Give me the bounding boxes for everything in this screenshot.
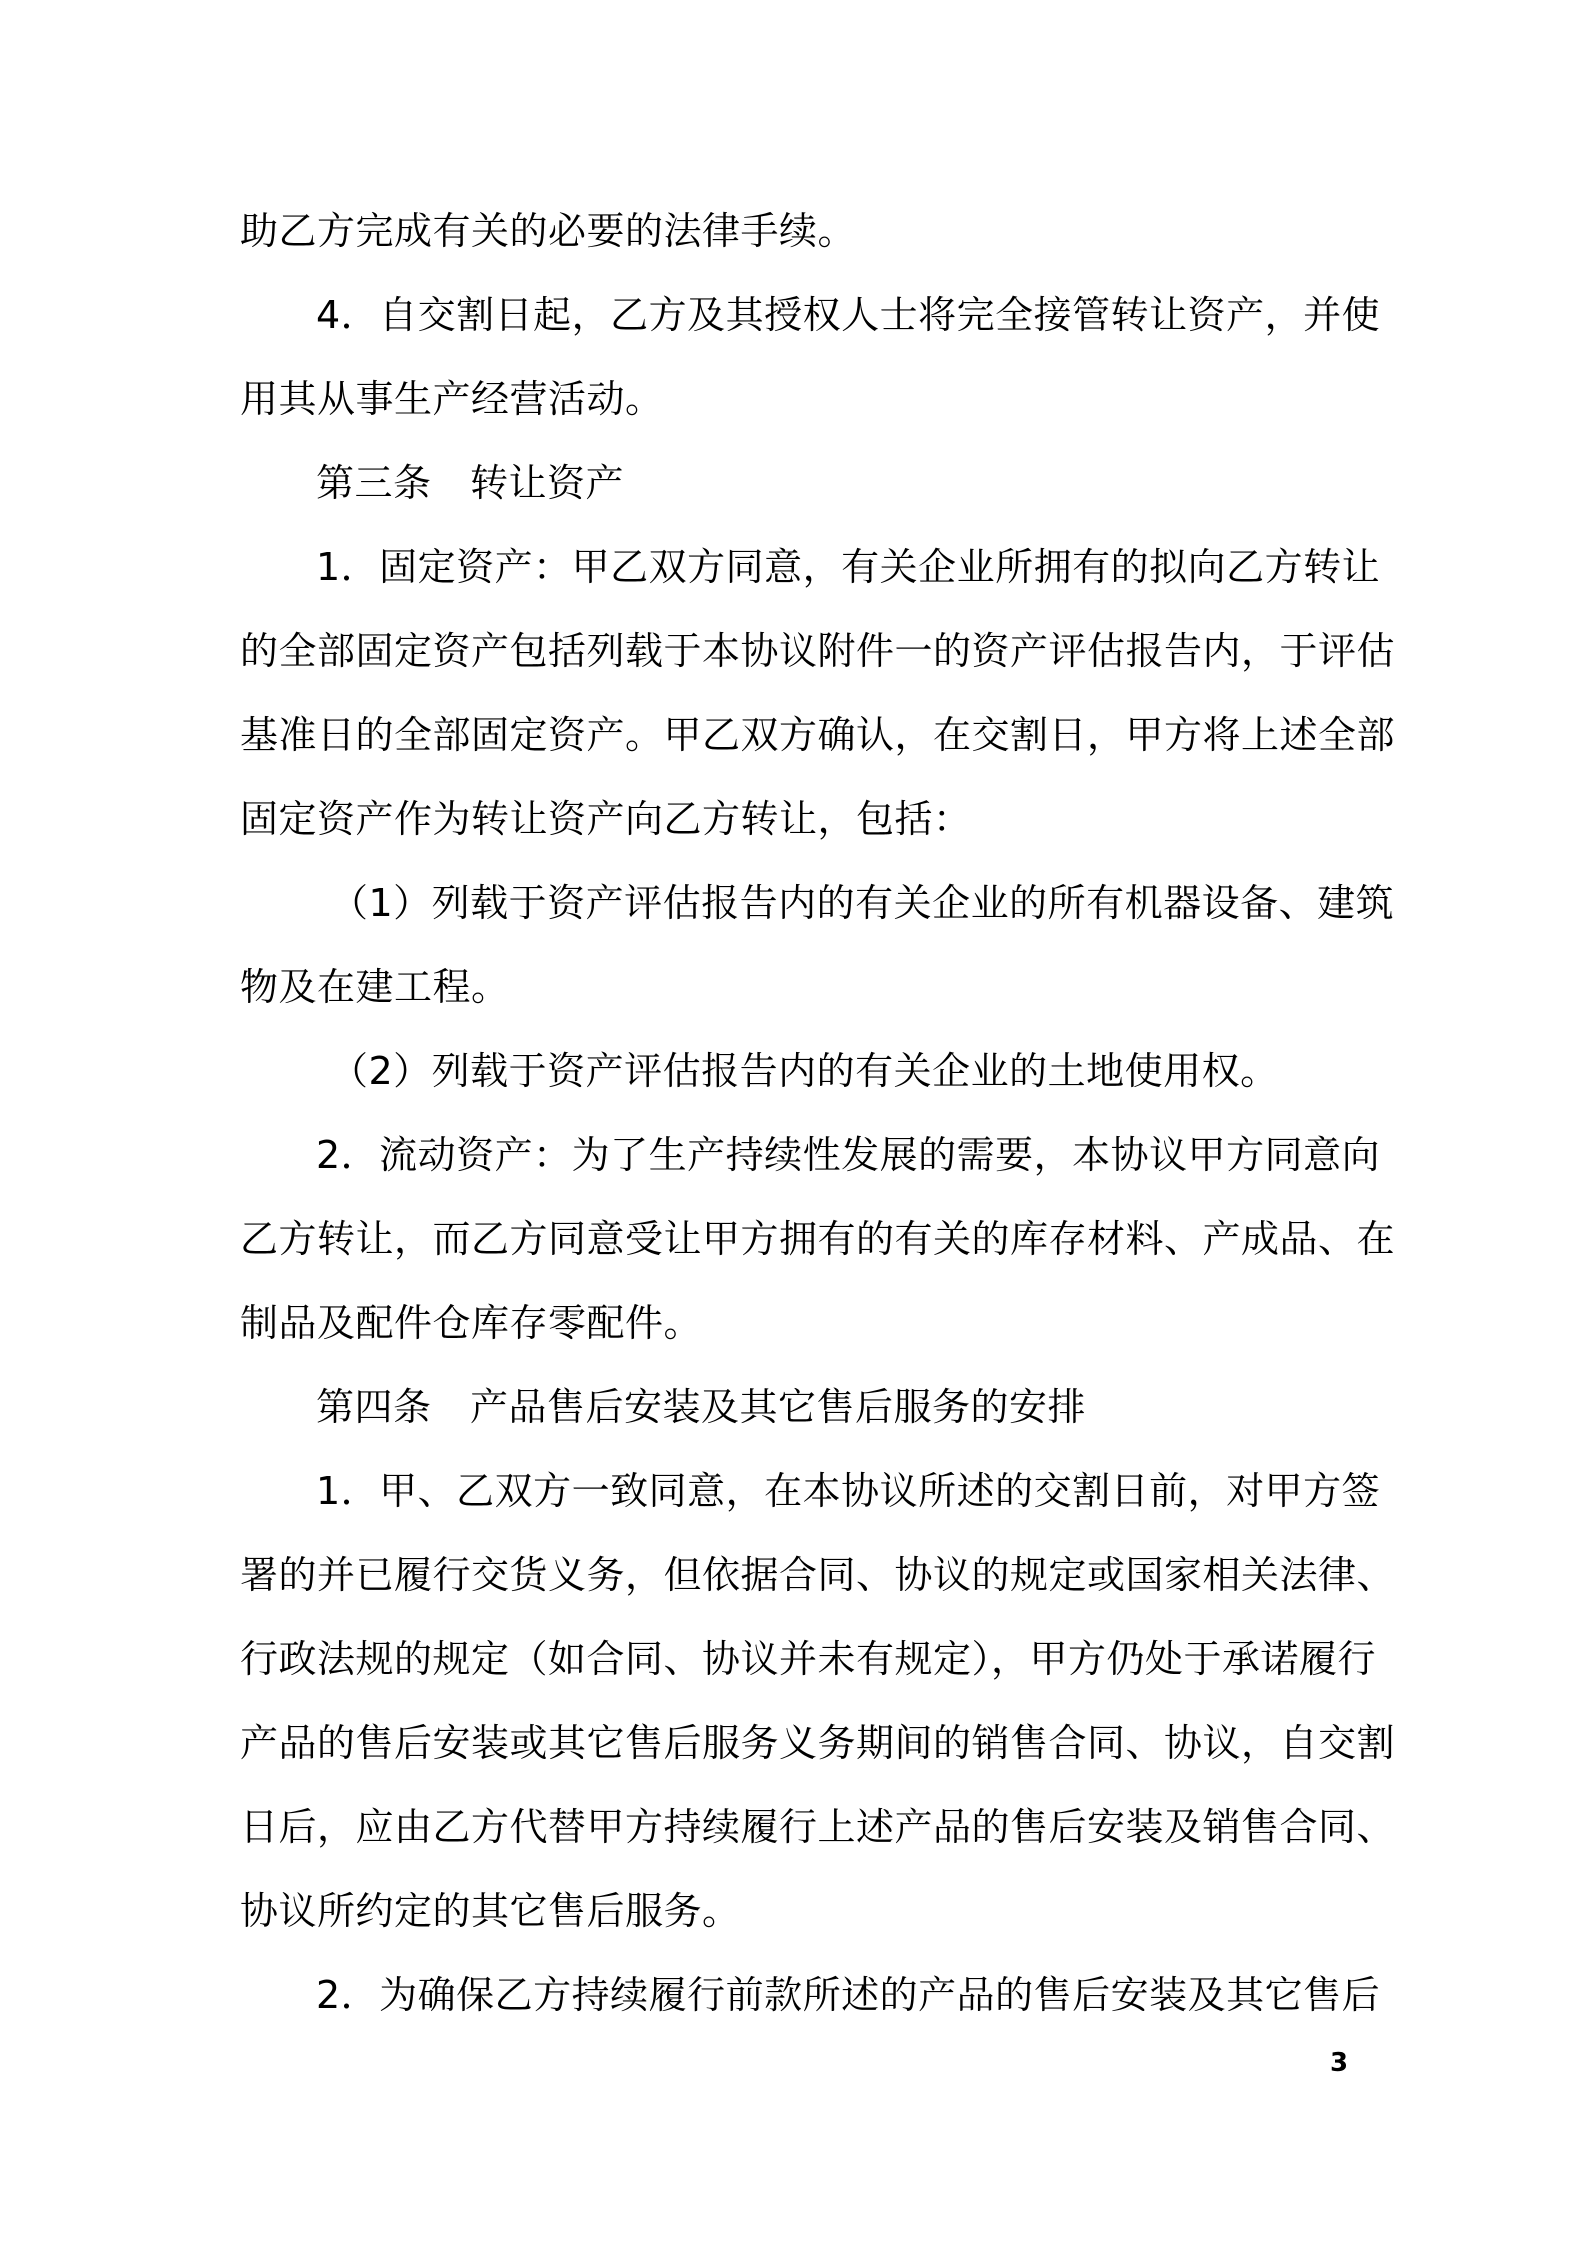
text-line: 产品的售后安装或其它售后服务义务期间的销售合同、协议，自交割 [240,1721,1396,1765]
text-line: 用其从事生产经营活动。 [240,377,664,421]
page-number: 3 [1330,2048,1349,2078]
text-line: 2．为确保乙方持续履行前款所述的产品的售后安装及其它售后 [316,1973,1381,2017]
text-line: （1）列载于资产评估报告内的有关企业的所有机器设备、建筑 [330,881,1395,925]
text-line: 基准日的全部固定资产。甲乙双方确认，在交割日，甲方将上述全部 [240,713,1396,757]
text-line: 2．流动资产：为了生产持续性发展的需要，本协议甲方同意向 [316,1133,1381,1177]
text-line: 1．甲、乙双方一致同意，在本协议所述的交割日前，对甲方签 [316,1469,1381,1513]
section-heading: 第三条 转让资产 [316,461,625,505]
text-line: 物及在建工程。 [240,965,510,1009]
text-line: （2）列载于资产评估报告内的有关企业的土地使用权。 [330,1049,1279,1093]
text-line: 1．固定资产：甲乙双方同意，有关企业所拥有的拟向乙方转让 [316,545,1381,589]
text-line: 固定资产作为转让资产向乙方转让，包括： [240,797,972,841]
text-line: 日后，应由乙方代替甲方持续履行上述产品的售后安装及销售合同、 [240,1805,1396,1849]
text-line: 助乙方完成有关的必要的法律手续。 [240,209,857,253]
text-line: 协议所约定的其它售后服务。 [240,1889,741,1933]
text-line: 署的并已履行交货义务，但依据合同、协议的规定或国家相关法律、 [240,1553,1396,1597]
text-line: 乙方转让，而乙方同意受让甲方拥有的有关的库存材料、产成品、在 [240,1217,1396,1261]
section-heading: 第四条 产品售后安装及其它售后服务的安排 [316,1385,1087,1429]
text-line: 4．自交割日起，乙方及其授权人士将完全接管转让资产，并使 [316,293,1381,337]
text-line: 的全部固定资产包括列载于本协议附件一的资产评估报告内，于评估 [240,629,1396,673]
text-line: 制品及配件仓库存零配件。 [240,1301,703,1345]
text-line: 行政法规的规定（如合同、协议并未有规定），甲方仍处于承诺履行 [240,1637,1377,1681]
